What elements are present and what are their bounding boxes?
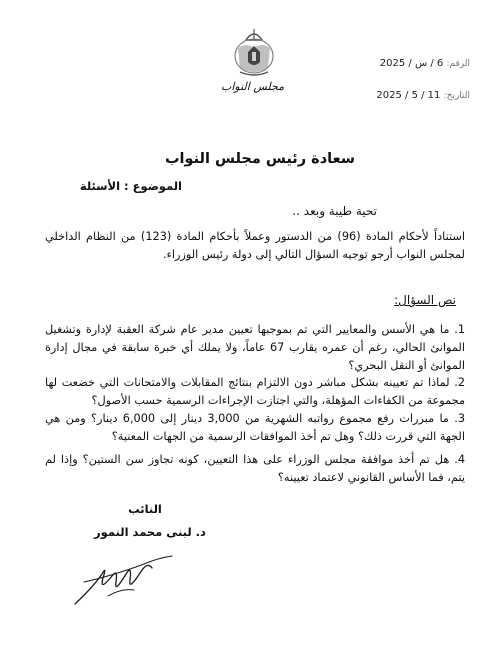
question-1: 1. ما هي الأسس والمعايير التي تم بموجبها تعيين مدير عام شركة العقبة لإدارة وتشغيل الموانئ الحالي، رغم أن عمره يقارب 67 عاماً، ولا يملك أي خبرة سابقة في مجال إدارة الموانئ أو النقل البحري؟ (45, 323, 465, 372)
date-line (340, 80, 470, 112)
coat-of-arms-icon (232, 26, 276, 80)
intro-paragraph: استناداً لأحكام المادة (96) من الدستور وعملاً بأحكام المادة (123) من النظام الداخلي لمجلس النواب أرجو توجيه السؤال التالي إلى دولة رئيس الوزراء. (45, 230, 466, 261)
reference-number-label: الرقم: (446, 59, 470, 69)
subject-line: الموضوع : الأسئلة (79, 179, 182, 193)
question-4: 4. هل تم أخذ موافقة مجلس الوزراء على هذا التعيين، كونه تجاوز سن الستين؟ وإذا لم يتم، فما الأساس القانوني لاعتماد تعيينه؟ (45, 453, 465, 484)
signatory-title: النائب (128, 502, 162, 516)
reference-number-line (340, 48, 470, 80)
addressee: سعادة رئيس مجلس النواب (164, 151, 356, 167)
date-value: 11 / 5 / 2025 (376, 90, 441, 101)
question-3: 3. ما مبررات رفع مجموع رواتبه الشهرية من 3,000 دينار إلى 6,000 دينار؟ ومن هي الجهة التي قررت ذلك؟ وهل تم أخذ الموافقات الرسمية من الجهات المعنية؟ (45, 412, 465, 443)
questions-title: نص السؤال: (394, 293, 456, 307)
reference-number-value: 6 / س / 2025 (379, 58, 444, 69)
signature-icon (72, 552, 177, 608)
parliament-logo-text: مجلس النواب (221, 80, 284, 93)
question-2: 2. لماذا تم تعيينه بشكل مباشر دون الالتزام بنتائج المقابلات والامتحانات التي خضعت لها مجموعة من الكفاءات المؤهلة، والتي اجتازت الإجراءات الرسمية حسب الأصول؟ (45, 376, 465, 407)
signatory-name: د. لبنى محمد النمور (94, 525, 206, 539)
date-label: التاريخ: (443, 91, 470, 101)
salutation: تحية طيبة وبعد .. (292, 204, 377, 218)
reference-block (340, 48, 470, 112)
